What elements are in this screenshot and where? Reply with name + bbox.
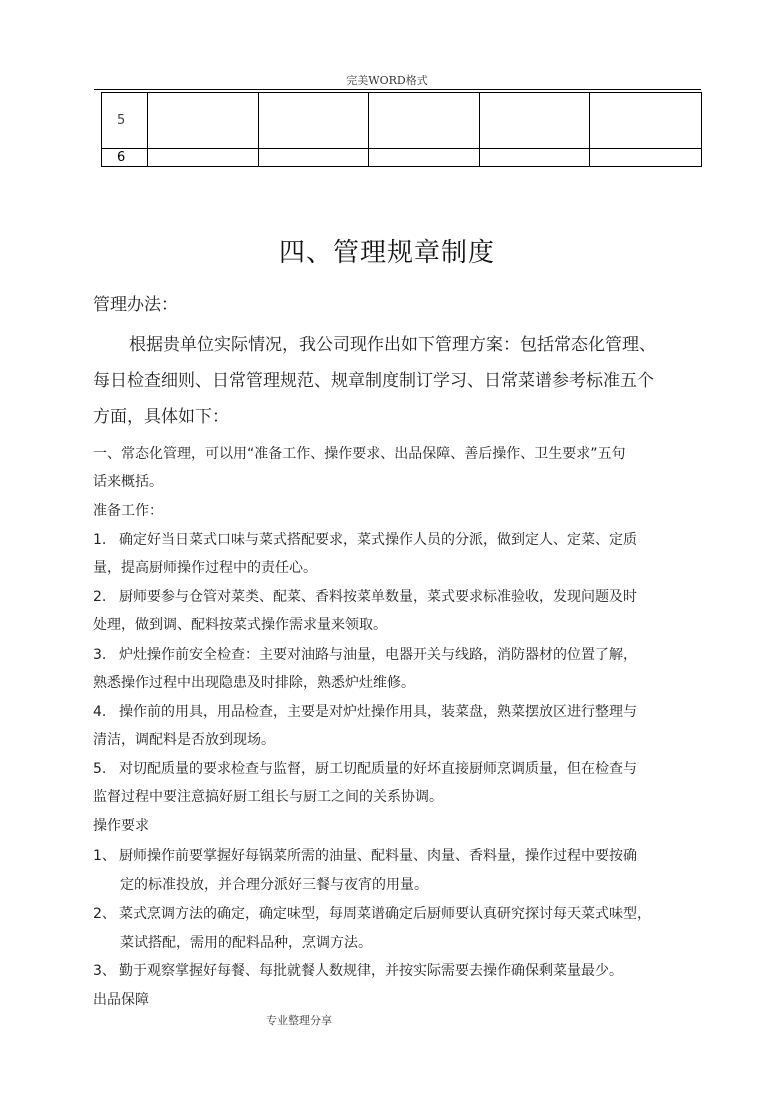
list-item bbox=[93, 701, 705, 721]
list-item bbox=[93, 845, 705, 865]
list-number: 5. bbox=[93, 761, 107, 777]
table-cell bbox=[259, 93, 369, 149]
paragraph-line: 一、常态化管理，可以用“准备工作、操作要求、出品保障、善后操作、卫生要求”五句 bbox=[93, 446, 626, 462]
table-cell bbox=[590, 93, 702, 149]
list-number: 3、 bbox=[93, 963, 116, 979]
list-item-continuation: 量，提高厨师操作过程中的责任心。 bbox=[93, 560, 317, 576]
list-number: 4. bbox=[93, 704, 107, 720]
table-cell bbox=[259, 149, 369, 167]
table-cell bbox=[148, 93, 259, 149]
list-item bbox=[93, 960, 705, 980]
list-item bbox=[93, 758, 705, 778]
list-number: 1. bbox=[93, 532, 107, 548]
intro-line: 方面，具体如下： bbox=[93, 407, 229, 427]
list-text: 菜式烹调方法的确定，确定味型，每周菜谱确定后厨师要认真研究探讨每天菜式味型， bbox=[119, 906, 651, 922]
subsection-heading: 准备工作： bbox=[93, 503, 163, 519]
list-item bbox=[93, 903, 705, 923]
list-text: 厨师操作前要掌握好每锅菜所需的油量、配料量、肉量、香料量，操作过程中要按确 bbox=[119, 848, 637, 864]
list-text: 厨师要参与仓管对菜类、配菜、香料按菜单数量，菜式要求标准验收，发现问题及时 bbox=[119, 589, 637, 605]
section-title: 四、管理规章制度 bbox=[278, 238, 495, 268]
list-number: 2. bbox=[93, 589, 107, 605]
table-row bbox=[102, 149, 702, 167]
table-cell bbox=[590, 149, 702, 167]
list-item bbox=[93, 644, 705, 664]
list-number: 1、 bbox=[93, 848, 116, 864]
list-item-continuation: 监督过程中要注意搞好厨工组长与厨工之间的关系协调。 bbox=[93, 789, 443, 805]
table-cell bbox=[480, 149, 590, 167]
intro-line: 每日检查细则、日常管理规范、规章制度制订学习、日常菜谱参考标准五个 bbox=[93, 371, 654, 391]
table-row bbox=[102, 93, 702, 149]
list-text: 炉灶操作前安全检查：主要对油路与油量，电器开关与线路，消防器材的位置了解， bbox=[119, 647, 637, 663]
intro-line: 根据贵单位实际情况，我公司现作出如下管理方案：包括常态化管理、 bbox=[129, 335, 656, 355]
data-table bbox=[101, 92, 702, 167]
list-item-continuation: 定的标准投放，并合理分派好三餐与夜宵的用量。 bbox=[120, 877, 428, 893]
list-item-continuation: 处理，做到调、配料按菜式操作需求量来领取。 bbox=[93, 617, 387, 633]
page-footer: 专业整理分享 bbox=[266, 1014, 332, 1027]
list-item-continuation: 熟悉操作过程中出现隐患及时排除，熟悉炉灶维修。 bbox=[93, 675, 415, 691]
list-text: 确定好当日菜式口味与菜式搭配要求，菜式操作人员的分派，做到定人、定菜、定质 bbox=[119, 532, 637, 548]
table-cell bbox=[148, 149, 259, 167]
list-text: 操作前的用具，用品检查，主要是对炉灶操作用具，装菜盘，熟菜摆放区进行整理与 bbox=[119, 704, 637, 720]
paragraph-line: 话来概括。 bbox=[93, 474, 163, 490]
table-cell-row-number: 6 bbox=[102, 149, 148, 167]
list-text: 勤于观察掌握好每餐、每批就餐人数规律，并按实际需要去操作确保剩菜量最少。 bbox=[119, 963, 623, 979]
page-header: 完美WORD格式 bbox=[346, 74, 428, 87]
table-cell bbox=[369, 93, 480, 149]
table-cell-row-number: 5 bbox=[102, 93, 148, 149]
subsection-heading: 操作要求 bbox=[93, 818, 149, 834]
header-rule bbox=[94, 89, 701, 90]
table-cell bbox=[480, 93, 590, 149]
list-item bbox=[93, 586, 705, 606]
list-item bbox=[93, 529, 705, 549]
list-item-continuation: 清洁，调配料是否放到现场。 bbox=[93, 732, 275, 748]
subsection-heading: 出品保障 bbox=[93, 992, 149, 1008]
list-number: 3. bbox=[93, 647, 107, 663]
list-number: 2、 bbox=[93, 906, 116, 922]
list-text: 对切配质量的要求检查与监督，厨工切配质量的好坏直接厨师烹调质量，但在检查与 bbox=[119, 761, 637, 777]
table-cell bbox=[369, 149, 480, 167]
list-item-continuation: 菜试搭配，需用的配料品种，烹调方法。 bbox=[120, 935, 372, 951]
section-heading: 管理办法： bbox=[93, 295, 178, 315]
